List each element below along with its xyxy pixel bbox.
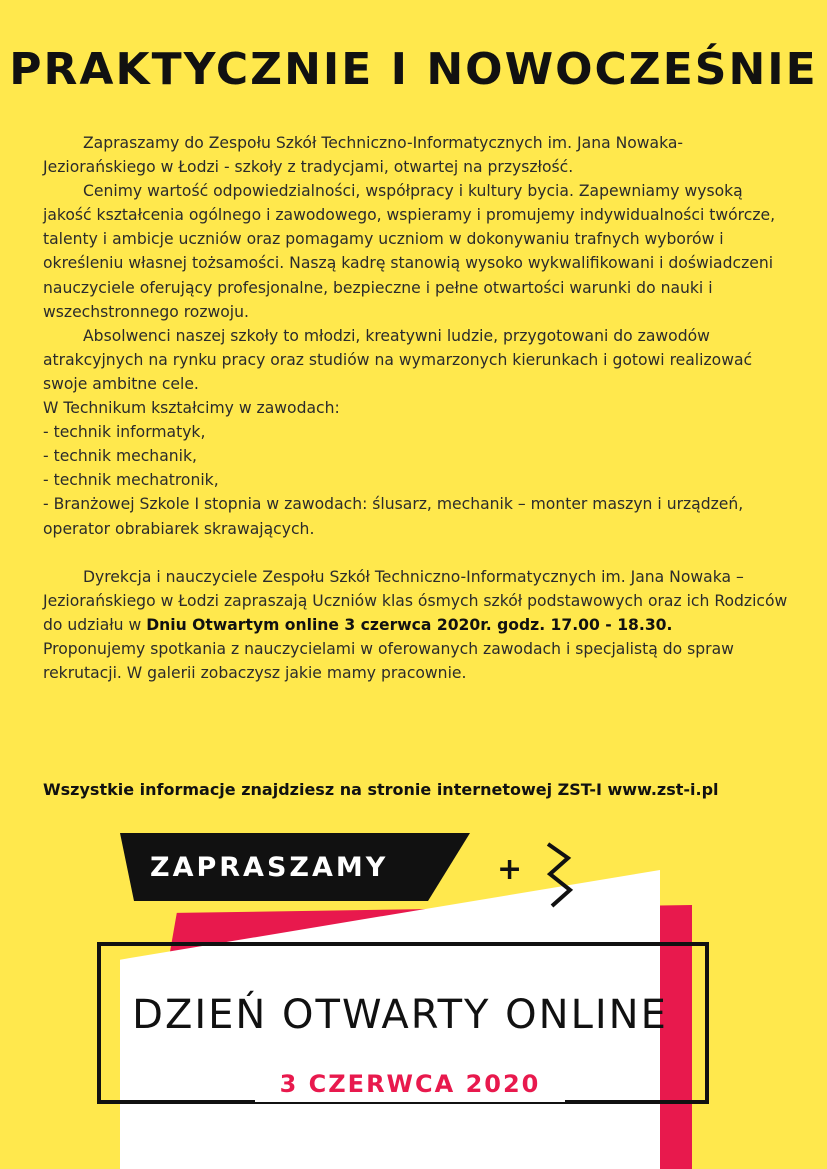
page-title: PRAKTYCZNIE I NOWOCZEŚNIE	[9, 44, 818, 95]
open-day-highlight: Dniu Otwartym online 3 czerwca 2020r. godz. 17.00 - 18.30.	[146, 615, 673, 634]
invitation-text: Dyrekcja i nauczyciele Zespołu Szkół Techniczno-Informatycznych im. Jana Nowaka – Jeziorańskiego w Łodzi zapraszają Uczniów klas ósmych szkół podstawowych oraz ich Rodziców do udziału w	[43, 567, 788, 634]
list-item: - technik informatyk,	[43, 423, 206, 442]
plus-icon: +	[497, 852, 523, 887]
list-item: - technik mechanik,	[43, 447, 197, 466]
paragraph-spacer	[43, 541, 793, 565]
website-info: Wszystkie informacje znajdziesz na stronie internetowej ZST-I www.zst-i.pl	[43, 780, 719, 799]
event-date: 3 CZERWCA 2020	[255, 1066, 565, 1102]
paragraph-invitation	[43, 565, 793, 637]
event-title: DZIEŃ OTWARTY ONLINE	[132, 992, 668, 1038]
ribbon-label: ZAPRASZAMY	[150, 852, 389, 883]
list-item: - Branżowej Szkole I stopnia w zawodach: ślusarz, mechanik – monter maszyn i urządzeń, operator obrabiarek skrawających.	[43, 495, 744, 538]
body-text	[43, 131, 793, 685]
paragraph-values: Cenimy wartość odpowiedzialności, współpracy i kultury bycia. Zapewniamy wysoką jakość kształcenia ogólnego i zawodowego, wspieramy i promujemy indywidualności twórcze, talenty i ambicje uczniów oraz pomagamy uczniom w dokonywaniu trafnych wyborów i określeniu własnej tożsamości. Naszą kadrę stanowią wysoko wykwalifikowani i doświadczeni nauczyciele oferujący profesjonalne, bezpieczne i pełne otwartości warunki do nauki i wszechstronnego rozwoju.	[43, 182, 776, 321]
paragraph-graduates: Absolwenci naszej szkoły to młodzi, kreatywni ludzie, przygotowani do zawodów atrakcyjnych na rynku pracy oraz studiów na wymarzonych kierunkach i gotowi realizować swoje ambitne cele.	[43, 326, 753, 393]
list-item: - technik mechatronik,	[43, 471, 219, 490]
paragraph-intro: Zapraszamy do Zespołu Szkół Techniczno-Informatycznych im. Jana Nowaka-Jeziorańskiego w Łodzi - szkoły z tradycjami, otwartej na przyszłość.	[43, 134, 684, 177]
paragraph-meetings: Proponujemy spotkania z nauczycielami w oferowanych zawodach i specjalistą do spraw rekrutacji. W galerii zobaczysz jakie mamy pracownie.	[43, 639, 734, 682]
zigzag-icon	[540, 840, 580, 910]
list-intro: W Technikum kształcimy w zawodach:	[43, 399, 340, 418]
